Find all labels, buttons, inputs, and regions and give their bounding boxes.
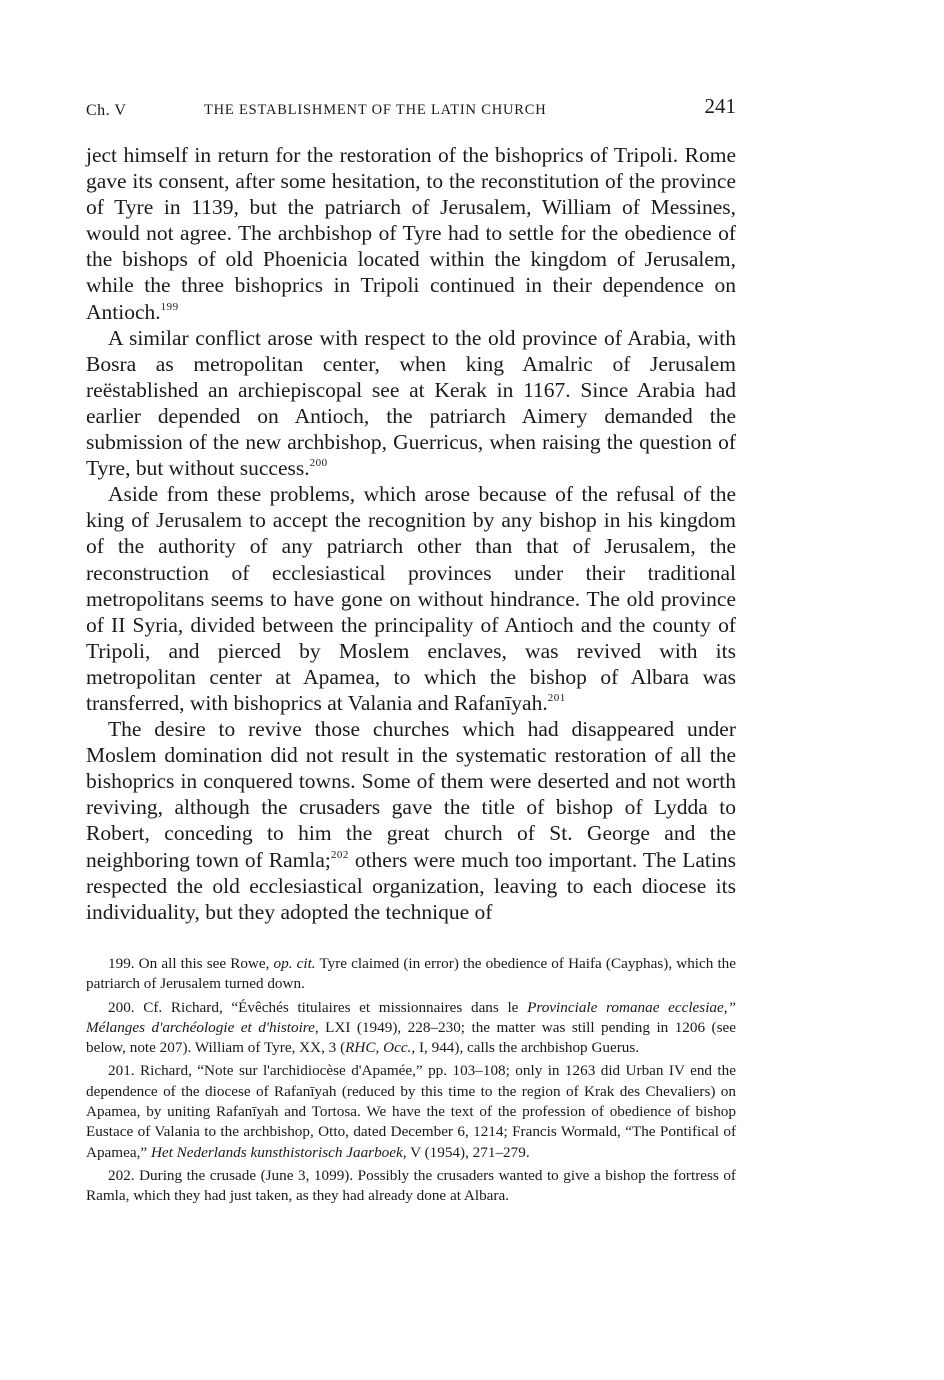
text-run: others were much too important. The Latins respected the old ecclesiastical organization, leaving to each diocese its individuality, but they adopted the technique of [86, 847, 736, 924]
text-run: The desire to revive those churches which had disappeared under Moslem domination did not result in the systematic restoration of all the bishoprics in conquered towns. Some of them were deserted and not worth reviving, although the crusaders gave the title of bishop of Lydda to Robert, conceding to him the great church of St. George and the neighboring town of Ramla; [86, 717, 736, 872]
footnote [86, 1166, 736, 1207]
footnote-text: 199. On all this see Rowe, [108, 955, 274, 972]
paragraph [86, 325, 736, 482]
chapter-label: Ch. V [86, 102, 127, 119]
footnote-text: LXI (1949), 228–230; the matter was still pending in 1206 (see below, note 207). William of Tyre, XX, 3 ( [86, 1018, 736, 1057]
footnote-italic: Provinciale romanae ecclesiae,” Mélanges d'archéologie et d'histoire, [86, 998, 737, 1036]
page-number: 241 [704, 94, 736, 118]
text-run: Aside from these problems, which arose because of the refusal of the king of Jerusalem to accept the recognition by any bishop in his kingdom of the authority of any patriarch other than that of Jerusalem, the reconstruction of ecclesiastical provinces under their traditional metropolitans seems to have gone on without hindrance. The old province of II Syria, divided between the principality of Antioch and the county of Tripoli, and pierced by Moslem enclaves, was revived with its metropolitan center at Apamea, to which the bishop of Albara was transferred, with bishoprics at Valania and Rafanīyah. [86, 482, 736, 715]
paragraph [86, 481, 736, 716]
footnote-text: 201. Richard, “Note sur l'archidiocèse d'Apamée,” pp. 103–108; only in 1263 did Urban IV end the dependence of the diocese of Rafanīyah (reduced by this time to the region of Krak des Chevaliers) on Apamea, by uniting Rafanīyah and Tortosa. We have the text of the profession of obedience of bishop Eustace of Valania to the archbishop, Otto, dated December 6, 1214; Francis Wormald, “The Pontifical of Apamea,” [86, 1062, 736, 1161]
footnote [86, 954, 736, 995]
running-title: THE ESTABLISHMENT OF THE LATIN CHURCH [204, 102, 547, 118]
footnote-text: V (1954), 271–279. [406, 1143, 530, 1161]
footnote-italic: RHC, Occ., [345, 1039, 416, 1057]
footnote-text: 202. During the crusade (June 3, 1099). Possibly the crusaders wanted to give a bishop the fortress of Ramla, which they had just taken, as they had already done at Albara. [86, 1166, 736, 1205]
paragraph [86, 716, 736, 925]
footnote-italic: Het Nederlands kunsthistorisch Jaarboek, [150, 1143, 407, 1161]
footnote-ref: 199 [160, 300, 179, 313]
footnote-italic: op. cit. [273, 955, 316, 972]
text-run: A similar conflict arose with respect to the old province of Arabia, with Bosra as metropolitan center, when king Amalric of Jerusalem reëstablished an archiepiscopal see at Kerak in 1167. Since Arabia had earlier depended on Antioch, the patriarch Aimery demanded the submission of the new archbishop, Guerricus, when raising the question of Tyre, but without success. [86, 325, 736, 481]
main-text [86, 142, 736, 925]
footnotes [86, 954, 736, 1210]
paragraph [86, 142, 736, 325]
footnote [86, 998, 736, 1059]
running-header [86, 92, 736, 126]
footnote-text: I, 944), calls the archbishop Guerus. [415, 1039, 640, 1057]
text-run: ject himself in return for the restoration of the bishoprics of Tripoli. Rome gave its consent, after some hesitation, to the reconstitution of the province of Tyre in 1139, but the patriarch of Jerusalem, William of Messines, would not agree. The archbishop of Tyre had to settle for the obedience of the bishops of old Phoenicia located within the kingdom of Jerusalem, while the three bishoprics in Tripoli continued in their dependence on Antioch. [86, 143, 736, 324]
footnote-ref: 201 [547, 691, 566, 704]
footnote-text: 200. Cf. Richard, “Évêchés titulaires et missionnaires dans le [108, 998, 528, 1016]
footnote-text: Tyre claimed (in error) the obedience of Haifa (Cayphas), which the patriarch of Jerusalem turned down. [86, 955, 736, 993]
footnote [86, 1061, 736, 1162]
footnote-ref: 200 [309, 457, 328, 470]
footnote-ref: 202 [330, 848, 349, 861]
